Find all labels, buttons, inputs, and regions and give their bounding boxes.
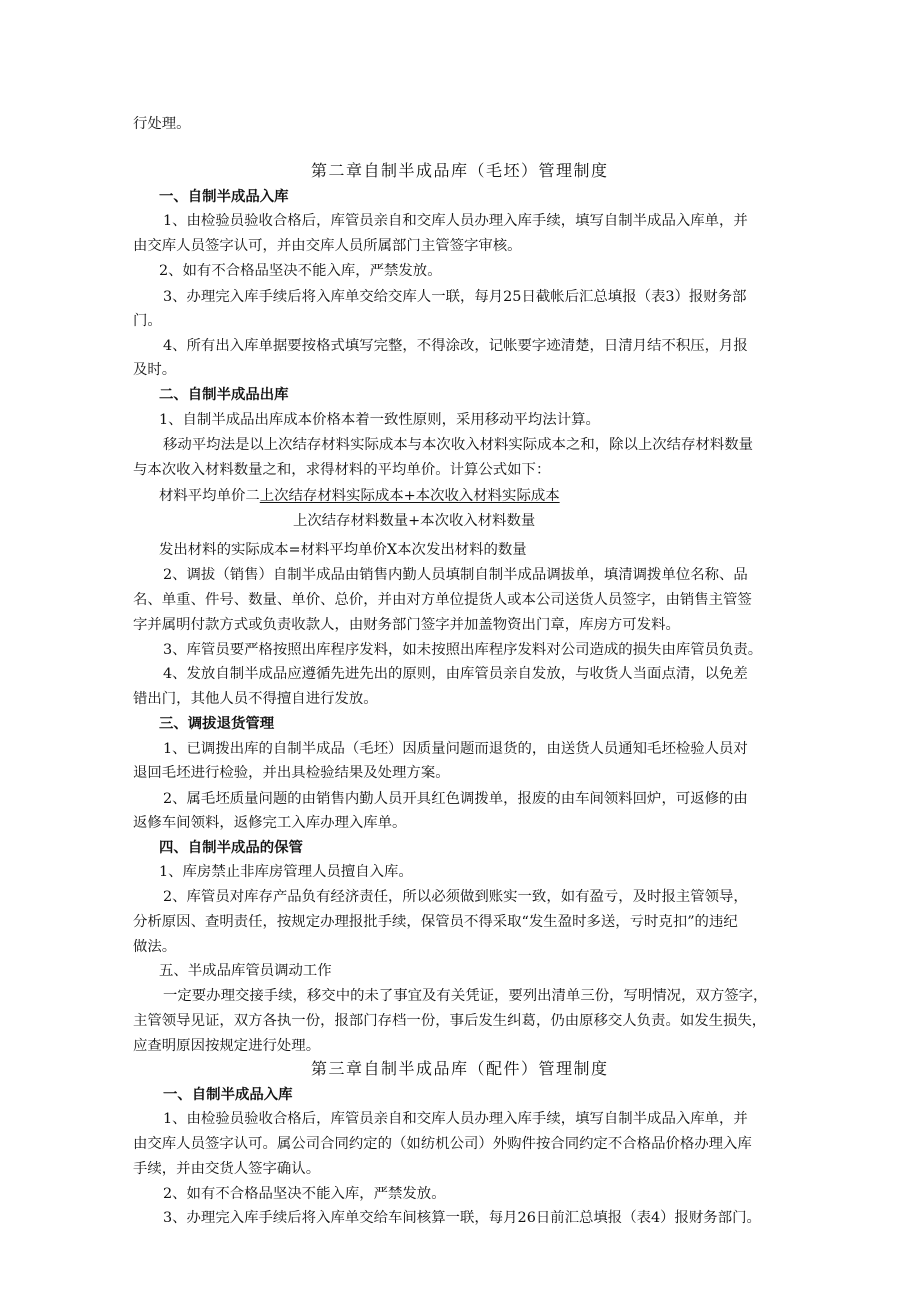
section-heading: 四、自制半成品的保管 (159, 840, 303, 856)
text-line: 返修车间领料，返修完工入库办理入库单。 (133, 815, 407, 831)
text-line: 字并属明付款方式或负责收款人，由财务部门签字并加盖物资出门章，库房方可发料。 (133, 617, 680, 633)
text-line: 3、库管员要严格按照出库程序发料，如未按照出库程序发料对公司造成的损失由库管员负责。 (163, 642, 763, 658)
section-heading: 三、调拔退货管理 (159, 716, 275, 732)
section-heading: 二、自制半成品出库 (159, 387, 289, 403)
text-line: 由交库人员签字认可。属公司合同约定的（如纺机公司）外购件按合同约定不合格品价格办理入库 (133, 1136, 752, 1152)
text-line: 与本次收入材料数量之和，求得材料的平均单价。计算公式如下： (133, 462, 551, 478)
text-line: 1、由检验员验收合格后，库管员亲自和交库人员办理入库手续，填写自制半成品入库单，并 (163, 213, 748, 229)
text-line: 移动平均法是以上次结存材料实际成本与本次收入材料实际成本之和，除以上次结存材料数量 (163, 437, 754, 453)
text-line: 应查明原因按规定进行处理。 (133, 1038, 321, 1054)
text-line: 主管领导见证，双方各执一份，报部门存档一份，事后发生纠葛，仍由原移交人负责。如发生损失， (133, 1013, 767, 1029)
text-line: 错出门，其他人员不得擅自进行发放。 (133, 691, 378, 707)
text-line: 1、自制半成品出库成本价格本着一致性原则，采用移动平均法计算。 (159, 412, 600, 428)
text-line: 2、库管员对库存产品负有经济责任，所以必须做到账实一致，如有盈亏，及时报主管领导， (163, 889, 748, 905)
formula-line (159, 485, 560, 507)
text-line: 一定要办理交接手续，移交中的未了事宜及有关凭证，要列出清单三份，写明情况，双方签字， (163, 988, 768, 1004)
section-heading: 五、半成品库管员调动工作 (159, 963, 332, 979)
formula-label: 材料平均单价二 (159, 488, 260, 504)
text-line: 门。 (133, 313, 162, 329)
text-line: 行处理。 (133, 116, 191, 132)
chapter-title: 第三章自制半成品库（配件）管理制度 (311, 1059, 609, 1078)
text-line: 1、已调拨出库的自制半成品（毛坯）因质量问题而退货的，由送货人员通知毛坯检验人员对 (163, 741, 748, 757)
text-line: 1、由检验员验收合格后，库管员亲自和交库人员办理入库手续，填写自制半成品入库单，并 (163, 1111, 748, 1127)
text-line: 2、如有不合格品坚决不能入库，严禁发放。 (163, 1186, 446, 1202)
text-line: 2、如有不合格品坚决不能入库，严禁发放。 (159, 263, 442, 279)
text-line: 3、办理完入库手续后将入库单交给交库人一联，每月25日截帐后汇总填报（表3）报财务部 (163, 289, 747, 305)
text-line: 手续，并由交货人签字确认。 (133, 1161, 321, 1177)
text-line: 2、属毛坯质量问题的由销售内勤人员开具红色调拨单，报废的由车间领料回炉，可返修的由 (163, 791, 748, 807)
text-line: 由交库人员签字认可，并由交库人员所属部门主管签字审核。 (133, 238, 522, 254)
section-heading: 一、自制半成品入库 (159, 189, 289, 205)
formula-numerator: 上次结存材料实际成本+本次收入材料实际成本 (259, 488, 560, 504)
text-line: 分析原因、查明责任，按规定办理报批手续，保管员不得采取“发生盈时多送，亏时克扣”的违纪 (133, 914, 738, 930)
text-line: 2、调拔（销售）自制半成品由销售内勤人员填制自制半成品调拔单，填清调拨单位名称、品 (163, 567, 748, 583)
text-line: 4、发放自制半成品应遵循先进先出的原则，由库管员亲自发放，与收货人当面点清，以免差 (163, 666, 748, 682)
section-heading: 一、自制半成品入库 (163, 1087, 293, 1103)
text-line: 及时。 (133, 362, 177, 378)
text-line: 发出材料的实际成本=材料平均单价X本次发出材料的数量 (159, 542, 527, 558)
text-line: 名、单重、件号、数量、单价、总价，并由对方单位提货人或本公司送货人员签字，由销售主管签 (133, 592, 752, 608)
text-line: 做法。 (133, 939, 177, 955)
formula-denominator: 上次结存材料数量+本次收入材料数量 (293, 513, 536, 529)
text-line: 退回毛坯进行检验，并出具检验结果及处理方案。 (133, 765, 450, 781)
text-line: 4、所有出入库单据要按格式填写完整，不得涂改，记帐要字迹清楚，日清月结不积压，月报 (163, 338, 748, 354)
text-line: 1、库房禁止非库房管理人员擅自入库。 (159, 864, 413, 880)
chapter-title: 第二章自制半成品库（毛坯）管理制度 (311, 161, 609, 180)
text-line: 3、办理完入库手续后将入库单交给车间核算一联，每月26日前汇总填报（表4）报财务部门。 (163, 1210, 761, 1226)
